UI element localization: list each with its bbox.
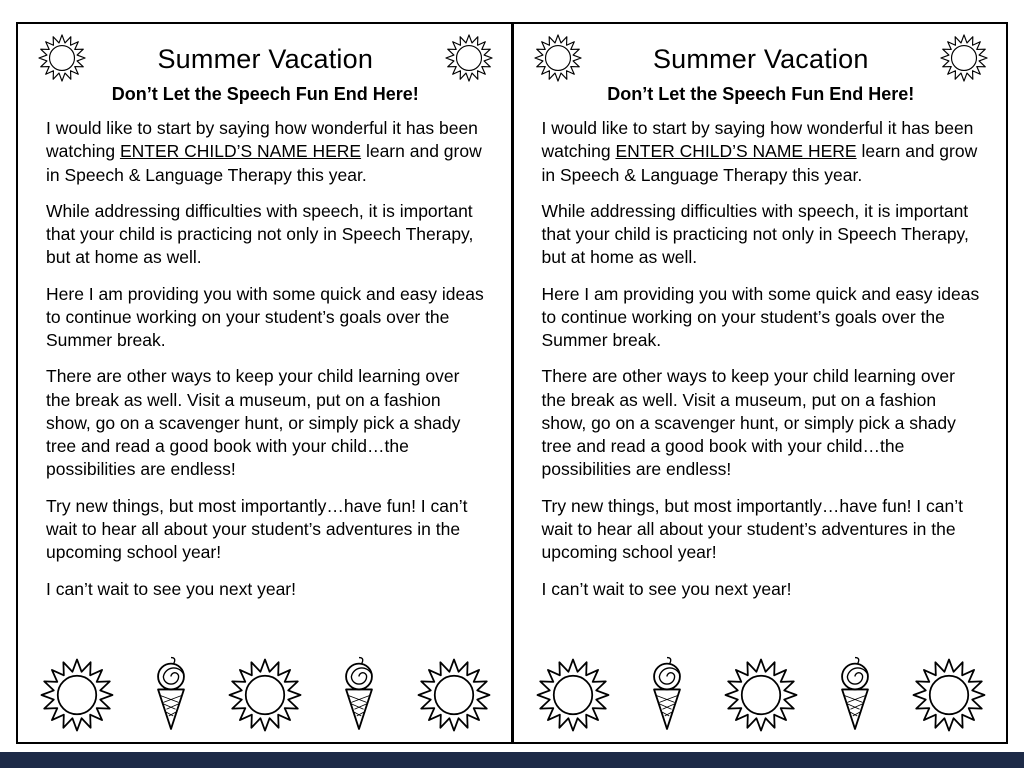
paragraph: There are other ways to keep your child learning over the break as well. Visit a museum, put on a fashion show, go on a scavenger hunt, or simply pick a shady tree and read a good book with your child…the possibilities are endless!: [541, 366, 956, 480]
panel-subtitle: Don’t Let the Speech Fun End Here!: [607, 84, 915, 104]
paragraph: [542, 117, 983, 187]
ice-cream-icon: [644, 656, 690, 732]
sun-icon: [417, 658, 491, 732]
sun-icon: [445, 34, 493, 82]
paragraph: Try new things, but most importantly…have fun! I can’t wait to hear all about your student’s adventures in the upcoming school year!: [541, 495, 963, 563]
paragraph-text: I would like to start by saying how wonderful it has been watching: [541, 118, 974, 162]
child-name-placeholder: ENTER CHILD’S NAME HERE: [119, 141, 362, 162]
paragraph-text: learn and grow in Speech & Language Therapy this year.: [46, 141, 482, 185]
decoration-row: [534, 656, 989, 734]
handout-panel-right: [514, 24, 1007, 742]
panel-title: Summer Vacation: [652, 44, 869, 74]
handout-sheet: [16, 22, 1008, 744]
sun-icon: [40, 658, 114, 732]
footer-bar: [0, 752, 1024, 768]
sun-icon: [536, 658, 610, 732]
sun-icon: [228, 658, 302, 732]
sun-icon: [912, 658, 986, 732]
paragraph: I can’t wait to see you next year!: [46, 578, 296, 599]
panel-header: [534, 32, 989, 82]
paragraph: There are other ways to keep your child learning over the break as well. Visit a museum, put on a fashion show, go on a scavenger hunt, or simply pick a shady tree and read a good book with your child…the possibilities are endless!: [46, 366, 461, 480]
ice-cream-icon: [148, 656, 194, 732]
paragraph: While addressing difficulties with speech, it is important that your child is practicing not only in Speech Therapy, but at home as well.: [541, 200, 969, 268]
child-name-placeholder: ENTER CHILD’S NAME HERE: [615, 141, 857, 162]
ice-cream-icon: [336, 656, 382, 732]
paragraph: While addressing difficulties with speech, it is important that your child is practicing not only in Speech Therapy, but at home as well.: [46, 200, 474, 268]
panel-title: Summer Vacation: [157, 44, 374, 74]
paragraph: Try new things, but most importantly…have fun! I can’t wait to hear all about your student’s adventures in the upcoming school year!: [46, 495, 468, 563]
sun-icon: [38, 34, 86, 82]
handout-panel-left: [18, 24, 514, 742]
paragraph: I can’t wait to see you next year!: [541, 578, 792, 599]
paragraph-text: learn and grow in Speech & Language Therapy this year.: [541, 141, 978, 185]
decoration-row: [38, 656, 493, 734]
paragraph: Here I am providing you with some quick and easy ideas to continue working on your student’s goals over the Summer break.: [46, 283, 484, 351]
panel-header: [38, 32, 493, 82]
ice-cream-icon: [832, 656, 878, 732]
paragraph: Here I am providing you with some quick and easy ideas to continue working on your student’s goals over the Summer break.: [541, 283, 980, 351]
panel-subtitle: Don’t Let the Speech Fun End Here!: [111, 84, 419, 104]
paragraph: [46, 117, 487, 187]
sun-icon: [724, 658, 798, 732]
paragraph-text: I would like to start by saying how wonderful it has been watching: [46, 118, 478, 162]
sun-icon: [940, 34, 988, 82]
panel-body: [38, 117, 493, 614]
sun-icon: [534, 34, 582, 82]
panel-body: [534, 117, 989, 614]
